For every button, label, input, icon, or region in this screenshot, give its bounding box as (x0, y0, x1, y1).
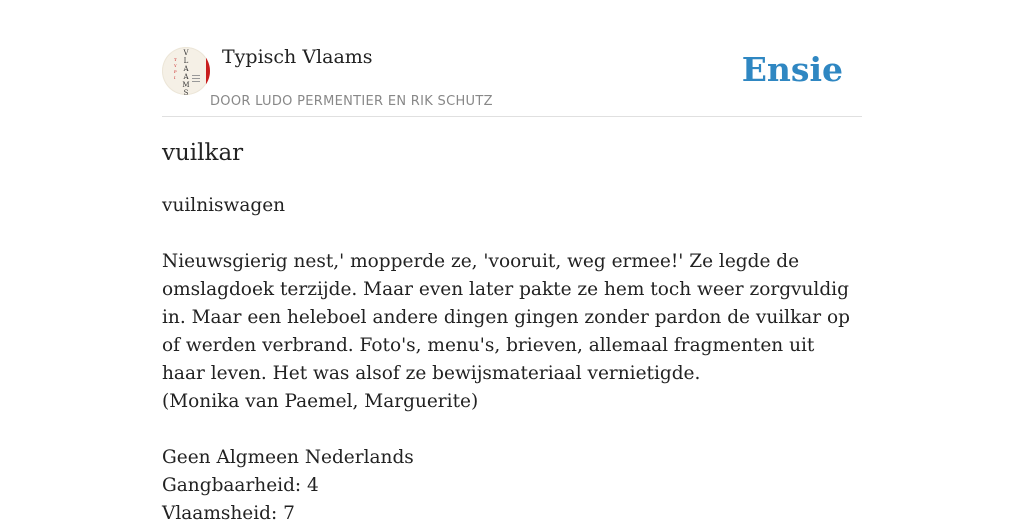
ensie-brand-link[interactable]: Ensie (741, 50, 843, 89)
entry-vlaamsheid: Vlaamsheid: 7 (162, 503, 295, 524)
entry-category: Geen Algmeen Nederlands (162, 447, 414, 468)
entry-content (162, 192, 862, 528)
author-byline: DOOR LUDO PERMENTIER EN RIK SCHUTZ (210, 94, 493, 109)
blog-title-link[interactable]: Typisch Vlaams (222, 46, 373, 68)
blog-logo-icon[interactable]: T Y P I V L A A M S (162, 47, 210, 95)
entry-gangbaarheid: Gangbaarheid: 4 (162, 475, 319, 496)
page (162, 0, 862, 524)
entry-definition: vuilniswagen (162, 195, 286, 216)
header (162, 0, 862, 117)
entry-example-source: (Monika van Paemel, Marguerite) (162, 391, 479, 412)
entry-example-quote: Nieuwsgierig nest,' mopperde ze, 'vooruit, weg ermee!' Ze legde de omslagdoek terzijde. Maar even later pakte ze hem toch weer zorgvuldig in. Maar een heleboel andere dingen gingen zonder pardon de vuilkar op of werden verbrand. Foto's, menu's, brieven, allemaal fragmenten uit haar leven. Het was alsof ze bewijsmateriaal vernietigde. (162, 251, 851, 384)
entry-term-title: vuilkar (162, 140, 244, 166)
